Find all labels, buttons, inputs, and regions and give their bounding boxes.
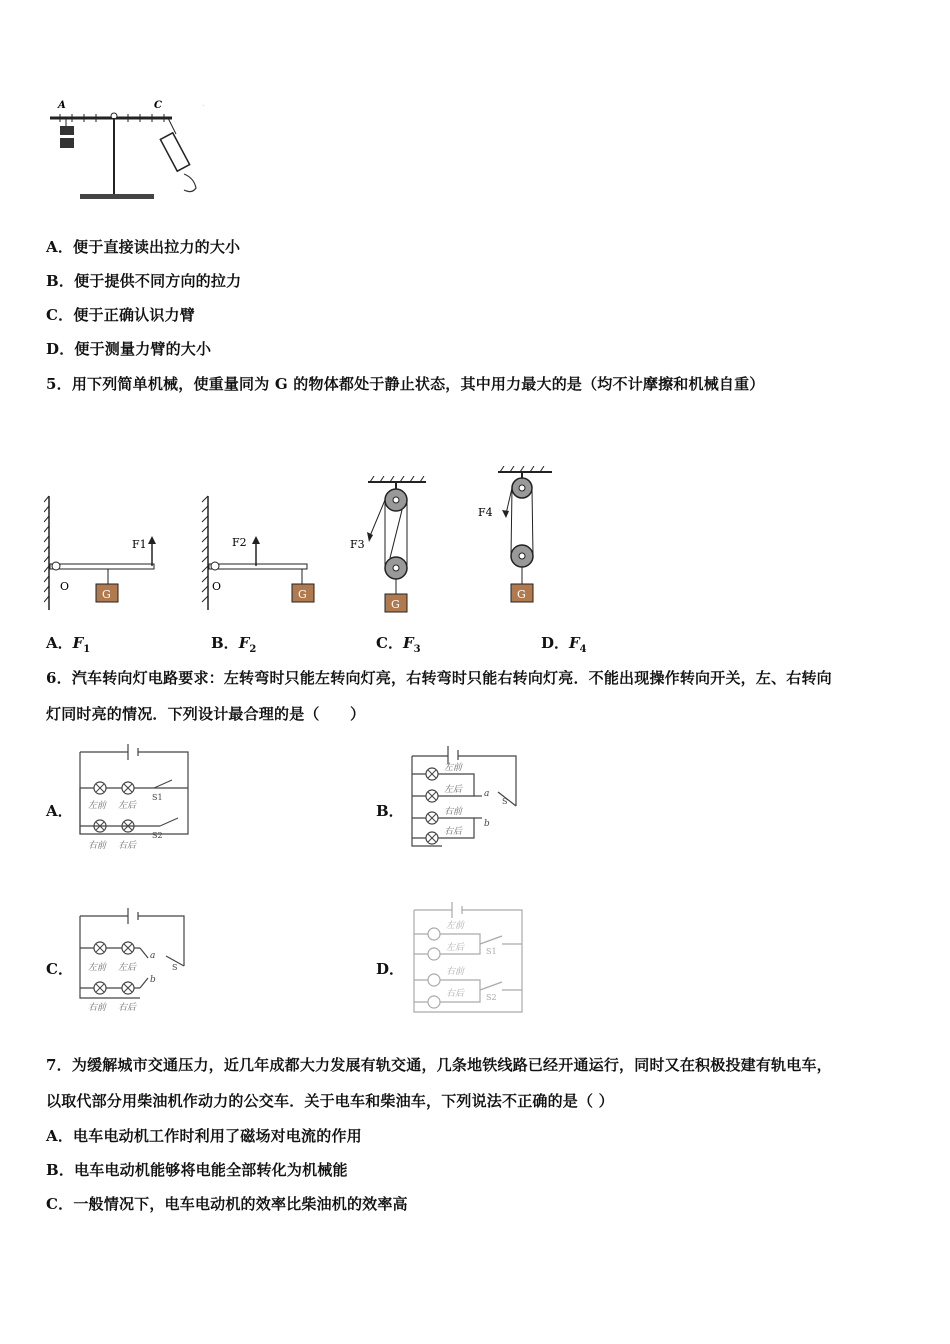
q5-stem: 5．用下列简单机械，使重量同为 G 的物体都处于静止状态，其中用力最大的是（均不计摩擦和机械自重）: [46, 375, 765, 393]
svg-text:S1: S1: [486, 947, 497, 956]
pulley-f4-figure: [476, 466, 560, 608]
svg-text:a: a: [484, 789, 490, 799]
svg-text:右后: 右后: [446, 989, 465, 999]
q4-option-a: A．便于直接读出拉力的大小: [46, 238, 241, 256]
svg-text:右后: 右后: [118, 841, 137, 851]
q7-option-c: C．一般情况下，电车电动机的效率比柴油机的效率高: [46, 1195, 408, 1213]
q4-option-d: D．便于测量力臂的大小: [46, 340, 212, 358]
weight-g-label: G: [517, 588, 526, 601]
svg-text:右后: 右后: [444, 827, 463, 837]
svg-text:左前: 左前: [446, 921, 465, 931]
svg-text:b: b: [150, 975, 156, 985]
svg-text:右前: 右前: [444, 807, 463, 817]
svg-text:S2: S2: [152, 831, 163, 840]
force-f2-label: F2: [232, 536, 247, 549]
circuit-d: [406, 892, 528, 1020]
q5-option-b: B．$F_2$: [211, 634, 257, 655]
q5-option-a: A．$F_1$: [46, 634, 91, 655]
q6-option-b: B．: [376, 802, 404, 820]
svg-text:左后: 左后: [118, 801, 137, 811]
svg-text:左后: 左后: [118, 963, 137, 973]
lever-f1-figure: [44, 492, 164, 614]
circuit-b: [404, 734, 522, 856]
q6-stem-line2: 灯同时亮的情况．下列设计最合理的是（ ）: [46, 705, 366, 723]
svg-text:右前: 右前: [446, 967, 465, 977]
q5-option-d: D．$F_4$: [541, 634, 587, 655]
q4-option-b: B．便于提供不同方向的拉力: [46, 272, 242, 290]
svg-text:a: a: [150, 951, 156, 961]
pivot-o-label: O: [60, 580, 70, 593]
svg-text:.: .: [202, 99, 205, 108]
weight-g-label: G: [391, 598, 400, 611]
q6-stem-line1: 6．汽车转向灯电路要求：左转弯时只能左转向灯亮，右转弯时只能右转向灯亮．不能出现操作转向开关，左、右转向: [46, 669, 832, 687]
q7-stem-line1: 7．为缓解城市交通压力，近几年成都大力发展有轨交通，几条地铁线路已经开通运行，同时又在积极投建有轨电车，: [46, 1056, 832, 1074]
pulley-f3-figure: [350, 476, 440, 616]
svg-text:右后: 右后: [118, 1003, 137, 1013]
svg-text:左前: 左前: [88, 963, 107, 973]
svg-text:右前: 右前: [88, 841, 107, 851]
svg-text:b: b: [484, 819, 490, 829]
q7-option-a: A．电车电动机工作时利用了磁场对电流的作用: [46, 1127, 362, 1145]
svg-text:S1: S1: [152, 793, 163, 802]
svg-text:S2: S2: [486, 993, 497, 1002]
circuit-a: [74, 736, 194, 856]
force-f4-label: F4: [478, 506, 493, 519]
q5-option-c: C．$F_3$: [376, 634, 421, 655]
svg-text:左后: 左后: [444, 785, 463, 795]
svg-text:右前: 右前: [88, 1003, 107, 1013]
q6-option-a: A．: [46, 802, 73, 820]
q6-option-c: C．: [46, 960, 73, 978]
force-f1-label: F1: [132, 538, 147, 551]
q4-option-c: C．便于正确认识力臂: [46, 306, 195, 324]
lever-f2-figure: [198, 492, 320, 614]
circuit-c: [74, 900, 194, 1020]
q7-option-b: B．电车电动机能够将电能全部转化为机械能: [46, 1161, 348, 1179]
svg-text:左后: 左后: [446, 943, 465, 953]
label-c: C: [154, 100, 162, 111]
svg-text:S: S: [172, 963, 178, 972]
label-a: A: [58, 100, 66, 111]
lever-spring-scale-figure: [44, 96, 220, 208]
q7-stem-line2: 以取代部分用柴油机作动力的公交车．关于电车和柴油车，下列说法不正确的是（ ）: [46, 1092, 614, 1110]
weight-g-label: G: [102, 588, 111, 601]
svg-text:左前: 左前: [444, 763, 463, 773]
pivot-o-label: O: [212, 580, 222, 593]
svg-text:左前: 左前: [88, 801, 107, 811]
force-f3-label: F3: [350, 538, 365, 551]
svg-text:S: S: [502, 797, 508, 806]
weight-g-label: G: [298, 588, 307, 601]
q6-option-d: D．: [376, 960, 405, 978]
